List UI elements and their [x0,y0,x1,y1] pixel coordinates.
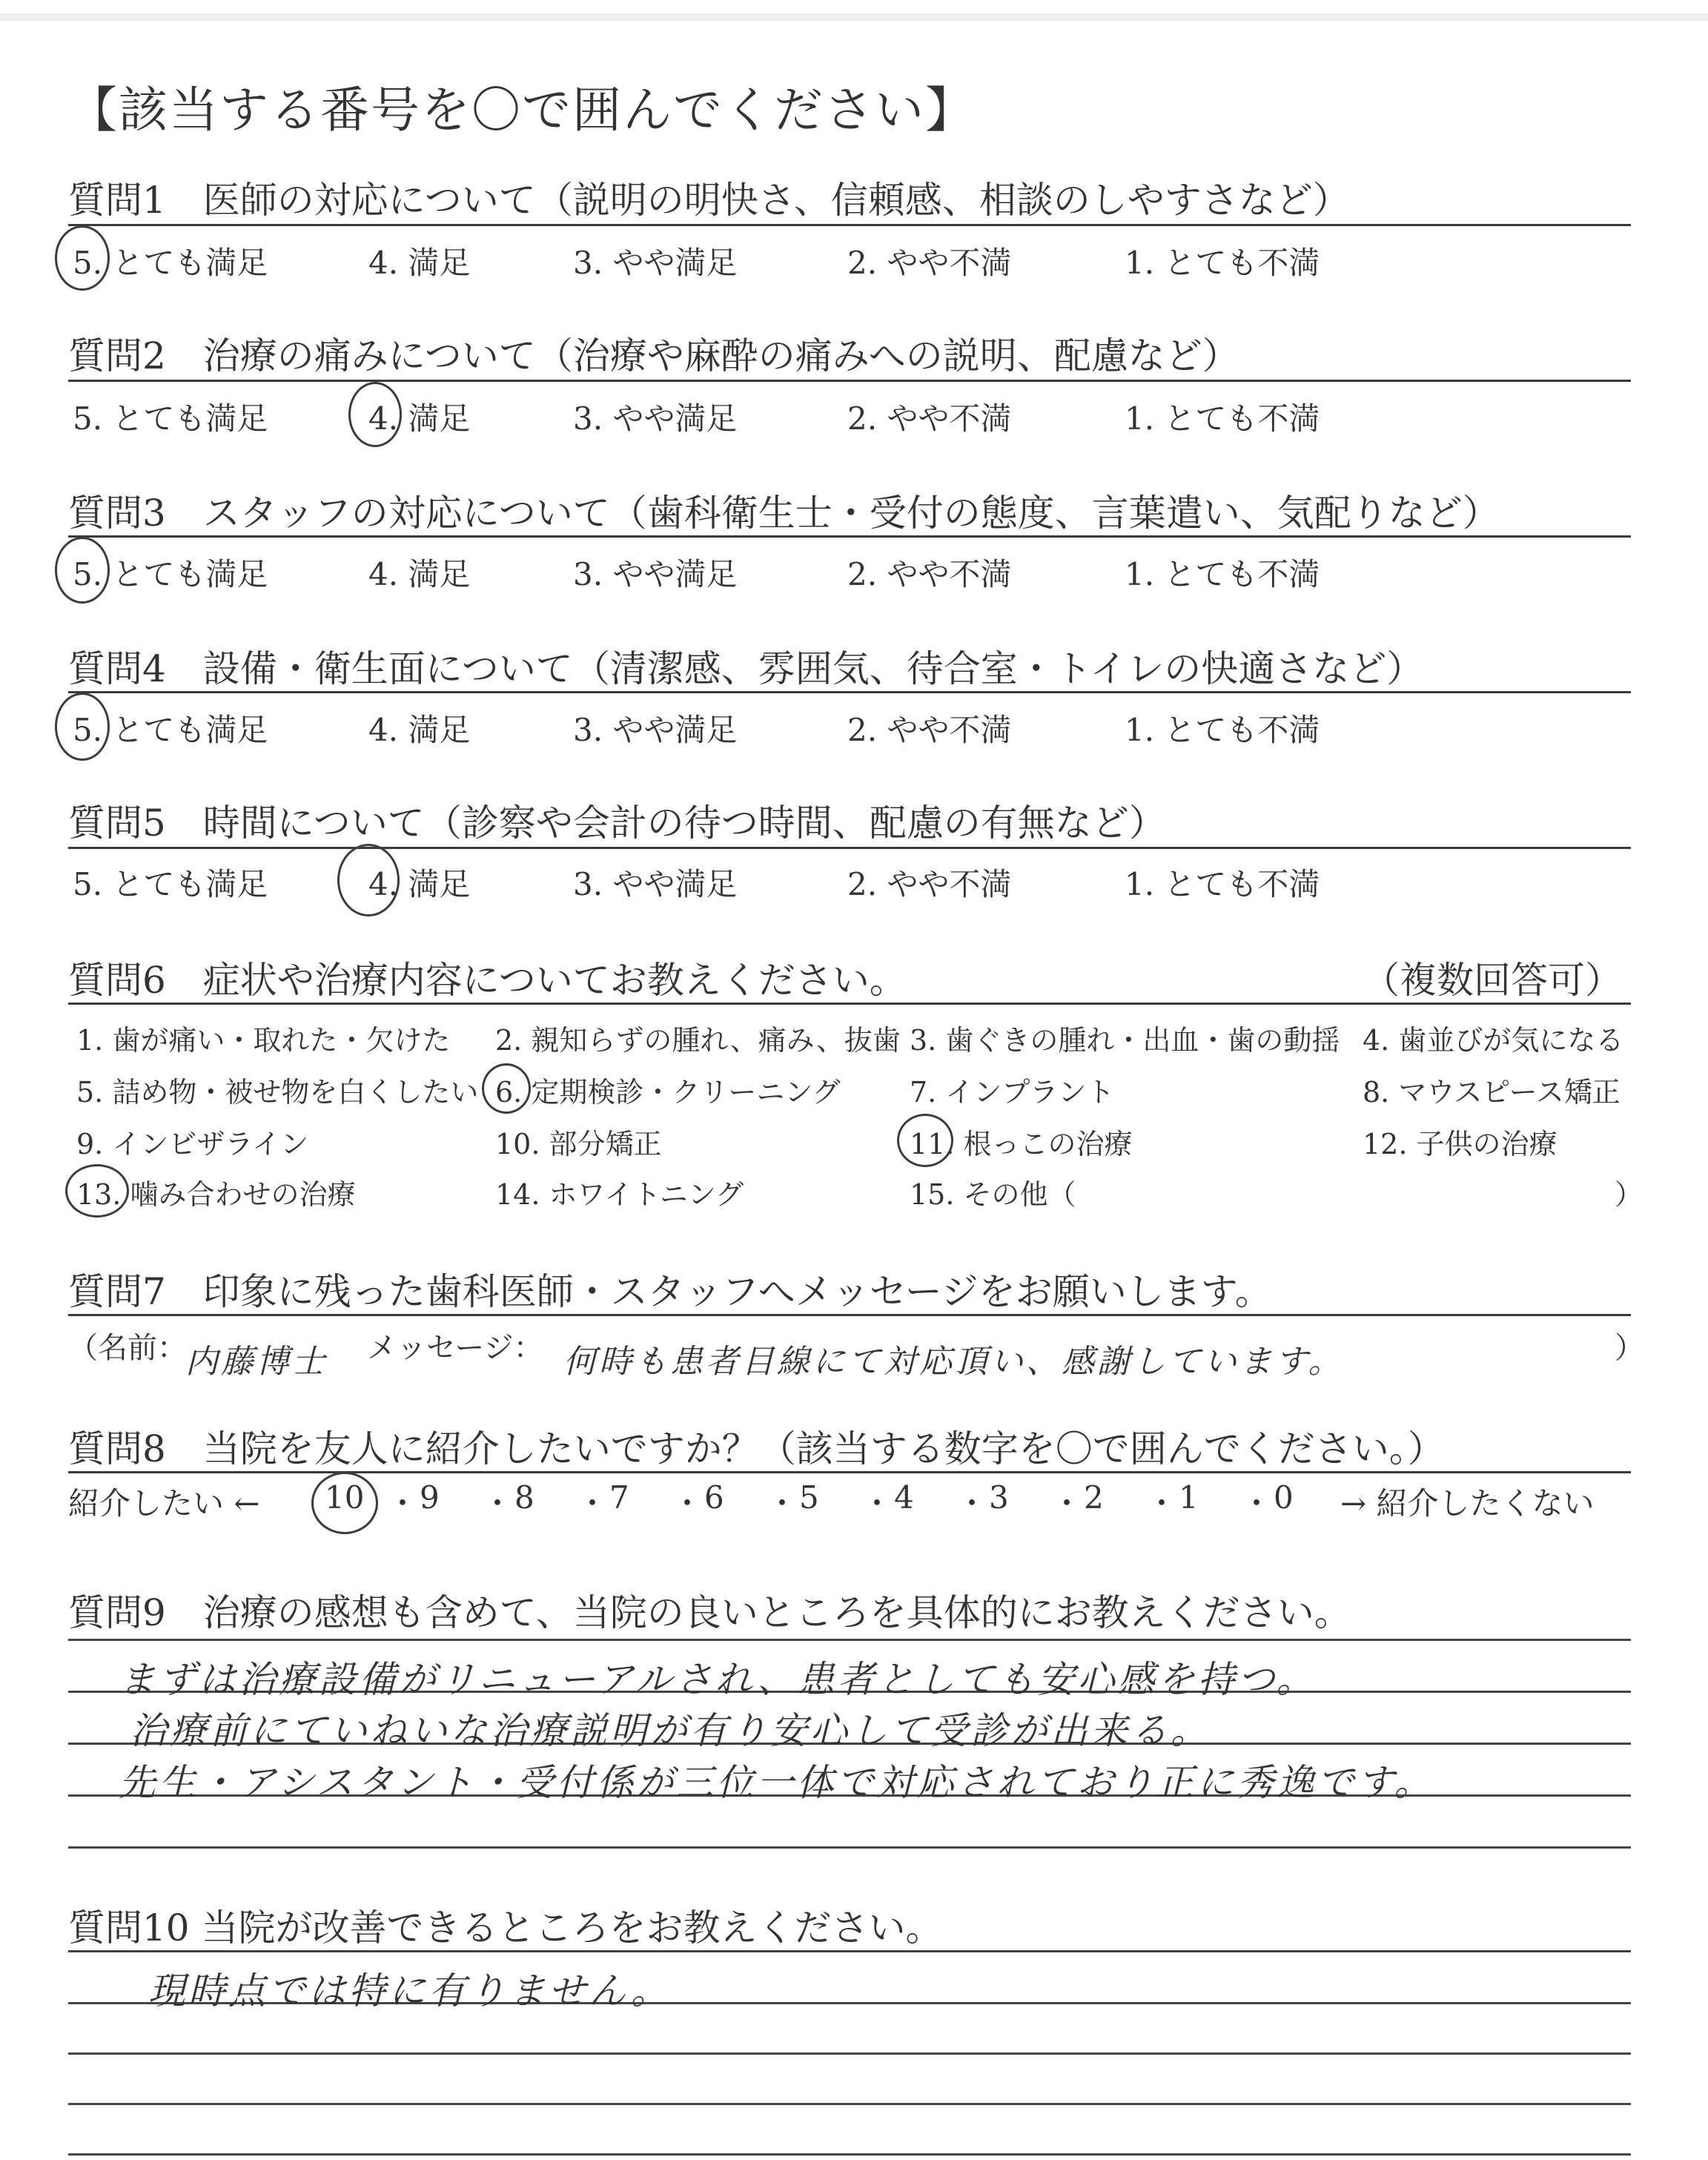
q6-multi-note: （複数回答可） [1363,959,1622,1002]
q4-option-4[interactable]: 4. 満足 [368,712,471,748]
q9-line-5 [68,1846,1631,1849]
q1-option-2[interactable]: 2. やや不満 [847,245,1012,281]
q2-option-3[interactable]: 3. やや満足 [573,400,738,437]
q1-option-5[interactable]: 5. とても満足 [73,245,268,281]
q8-scale-separator: ・ [767,1485,798,1522]
q4-answer-circle [55,693,110,761]
q6-title: 質問6 症状や治療内容についてお教えください。 [68,959,907,1002]
q8-title: 質問8 当院を友人に紹介したいですか？（該当する数字を〇で囲んでください。） [68,1427,1445,1470]
q8-scale-9[interactable]: 9 [420,1479,440,1516]
form-header: 【該当する番号を〇で囲んでください】 [68,82,976,139]
q8-scale-separator: ・ [861,1485,893,1522]
q8-scale-1[interactable]: 1 [1179,1479,1199,1516]
q8-left-label: 紹介したい ← [68,1485,260,1522]
q1-rule [68,224,1631,226]
q8-right-label: → 紹介したくない [1340,1485,1595,1522]
q10-answer-line-1[interactable]: 現時点では特に有りません。 [148,1969,671,2012]
q5-option-2[interactable]: 2. やや不満 [847,866,1012,902]
q7-name-value[interactable]: 内藤博士 [185,1343,328,1381]
q8-scale-separator: ・ [387,1485,419,1522]
q3-option-2[interactable]: 2. やや不満 [847,556,1012,592]
q6-item-9[interactable]: 9. インビザライン [76,1128,309,1160]
q7-message-value[interactable]: 何時も患者目線にて対応頂い、感謝しています。 [563,1343,1344,1381]
q5-title: 質問5 時間について（診察や会計の待つ時間、配慮の有無など） [68,802,1166,845]
q8-scale-separator: ・ [577,1485,609,1522]
q8-scale-4[interactable]: 4 [894,1479,914,1516]
q6-item-4[interactable]: 4. 歯並びが気になる [1363,1024,1624,1057]
q2-answer-circle [348,382,402,447]
q8-scale-5[interactable]: 5 [799,1479,819,1516]
q4-rule [68,691,1631,693]
q6-item-15[interactable]: 15. その他（ [910,1178,1076,1211]
q6-item-2[interactable]: 2. 親知らずの腫れ、痛み、抜歯 [495,1024,901,1057]
q8-scale-separator: ・ [956,1485,988,1522]
q5-option-4[interactable]: 4. 満足 [368,866,471,902]
q6-item-8[interactable]: 8. マウスピース矯正 [1363,1076,1621,1109]
q3-option-4[interactable]: 4. 満足 [368,556,471,592]
scan-edge [0,13,1708,21]
q6-item-3[interactable]: 3. 歯ぐきの腫れ・出血・歯の動揺 [910,1024,1340,1057]
q7-close: ） [1615,1331,1644,1365]
q6-item-5[interactable]: 5. 詰め物・被せ物を白くしたい [76,1076,479,1109]
q2-option-2[interactable]: 2. やや不満 [847,400,1012,437]
q5-option-3[interactable]: 3. やや満足 [573,866,738,902]
q6-answer-circle-11 [897,1114,953,1167]
q1-title: 質問1 医師の対応について（説明の明快さ、信頼感、相談のしやすさなど） [68,179,1350,222]
q8-scale-10[interactable]: 10 [325,1479,365,1516]
q6-item-7[interactable]: 7. インプラント [910,1076,1115,1109]
q5-option-1[interactable]: 1. とても不満 [1125,866,1320,902]
q6-item-11[interactable]: 11. 根っこの治療 [910,1128,1133,1160]
q10-line-5 [68,2153,1631,2156]
q8-scale-7[interactable]: 7 [609,1479,629,1516]
q10-line-4 [68,2103,1631,2105]
q8-answer-circle [311,1472,378,1534]
q8-scale-separator: ・ [1051,1485,1083,1522]
q4-option-2[interactable]: 2. やや不満 [847,712,1012,748]
q5-rule [68,847,1631,849]
q8-scale-separator: ・ [1241,1485,1273,1522]
q9-answer-line-1[interactable]: まずは治療設備がリニューアルされ、患者としても安心感を持つ。 [119,1658,1317,1701]
q8-scale-8[interactable]: 8 [514,1479,534,1516]
q10-line-3 [68,2052,1631,2055]
q2-title: 質問2 治療の痛みについて（治療や麻酔の痛みへの説明、配慮など） [68,334,1239,377]
q6-answer-circle-13 [65,1164,129,1218]
q7-rule [68,1314,1631,1316]
q2-option-1[interactable]: 1. とても不満 [1125,400,1320,437]
q7-message-label: メッセージ： [367,1331,543,1365]
q8-scale-separator: ・ [482,1485,514,1522]
q10-line-1 [68,1950,1631,1952]
q2-rule [68,380,1631,382]
q6-item-12[interactable]: 12. 子供の治療 [1363,1128,1558,1160]
q8-scale-3[interactable]: 3 [989,1479,1009,1516]
q7-title: 質問7 印象に残った歯科医師・スタッフへメッセージをお願いします。 [68,1270,1272,1313]
q2-option-5[interactable]: 5. とても満足 [73,400,268,437]
q4-option-1[interactable]: 1. とても不満 [1125,712,1320,748]
q3-title: 質問3 スタッフの対応について（歯科衛生士・受付の態度、言葉遣い、気配りなど） [68,492,1500,535]
q6-other-close: ） [1615,1178,1644,1211]
q4-title: 質問4 設備・衛生面について（清潔感、雰囲気、待合室・トイレの快適さなど） [68,647,1424,690]
q7-name-label: （名前： [68,1331,187,1365]
q6-answer-circle-6 [482,1063,531,1114]
q3-answer-circle [55,537,110,604]
q8-scale-separator: ・ [672,1485,704,1522]
q5-answer-circle [337,844,400,916]
q9-answer-line-3[interactable]: 先生・アシスタント・受付係が三位一体で対応されており正に秀逸です。 [119,1761,1434,1804]
q10-title: 質問10 当院が改善できるところをお教えください。 [68,1906,943,1949]
q5-option-5[interactable]: 5. とても満足 [73,866,268,902]
q3-option-3[interactable]: 3. やや満足 [573,556,738,592]
q8-scale-separator: ・ [1146,1485,1178,1522]
q6-item-1[interactable]: 1. 歯が痛い・取れた・欠けた [76,1024,451,1057]
q8-scale-6[interactable]: 6 [704,1479,724,1516]
q2-option-4[interactable]: 4. 満足 [368,400,471,437]
q9-answer-line-2[interactable]: 治療前にていねいな治療説明が有り安心して受診が出来る。 [130,1709,1211,1752]
q3-option-5[interactable]: 5. とても満足 [73,556,268,592]
q6-item-13[interactable]: 13. 噛み合わせの治療 [76,1178,356,1211]
q8-scale-0[interactable]: 0 [1274,1479,1294,1516]
q4-option-5[interactable]: 5. とても満足 [73,712,268,748]
q6-item-14[interactable]: 14. ホワイトニング [495,1178,744,1211]
q4-option-3[interactable]: 3. やや満足 [573,712,738,748]
q8-scale-2[interactable]: 2 [1084,1479,1104,1516]
q1-option-4[interactable]: 4. 満足 [368,245,471,281]
q1-option-1[interactable]: 1. とても不満 [1125,245,1320,281]
q9-title: 質問9 治療の感想も含めて、当院の良いところを具体的にお教えください。 [68,1591,1351,1634]
q3-rule [68,535,1631,538]
q8-rule [68,1471,1631,1473]
q6-item-10[interactable]: 10. 部分矯正 [495,1128,662,1160]
q6-rule [68,1003,1631,1005]
q9-line-1 [68,1639,1631,1641]
q3-option-1[interactable]: 1. とても不満 [1125,556,1320,592]
q1-option-3[interactable]: 3. やや満足 [573,245,738,281]
q6-item-6[interactable]: 6. 定期検診・クリーニング [495,1076,841,1109]
q1-answer-circle [55,225,110,291]
